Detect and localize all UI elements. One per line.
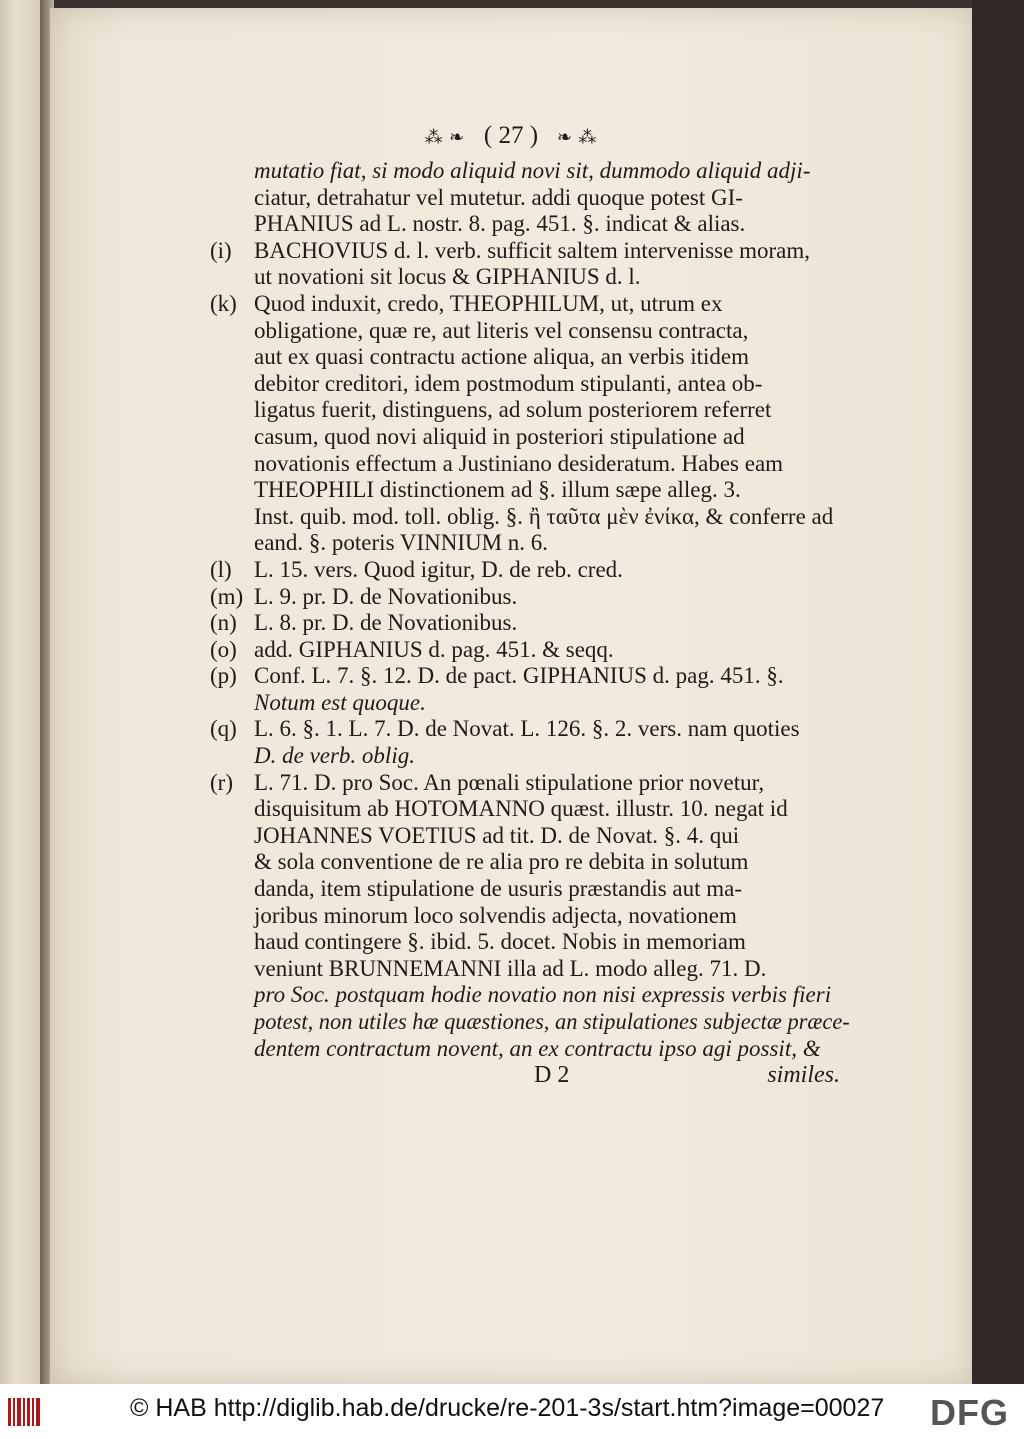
footnote-marker: (r) bbox=[210, 769, 233, 795]
text-line bbox=[210, 1036, 850, 1063]
text-line bbox=[210, 185, 850, 212]
line-text: debitor creditori, idem postmodum stipulanti, antea ob- bbox=[254, 370, 763, 396]
footnote-marker bbox=[210, 504, 254, 531]
line-text: casum, quod novi aliquid in posteriori stipulatione ad bbox=[254, 423, 745, 449]
facing-page-edge bbox=[0, 0, 40, 1384]
line-text: veniunt BRUNNEMANNI illa ad L. modo alleg. 71. D. bbox=[254, 955, 767, 981]
line-text: THEOPHILI distinctionem ad §. illum sæpe alleg. 3. bbox=[254, 477, 741, 503]
line-text: potest, non utiles hæ quæstiones, an stipulationes subjectæ præce- bbox=[254, 1009, 850, 1034]
text-line bbox=[210, 1009, 850, 1036]
footnote-marker bbox=[210, 796, 254, 823]
line-text: add. GIPHANIUS d. pag. 451. & seqq. bbox=[254, 636, 614, 662]
line-text: haud contingere §. ibid. 5. docet. Nobis in memoriam bbox=[254, 929, 746, 955]
viewer-footer bbox=[0, 1384, 1024, 1439]
text-line bbox=[210, 849, 850, 876]
footnote-marker bbox=[210, 185, 254, 212]
text-line bbox=[210, 424, 850, 451]
footnote-marker bbox=[210, 743, 254, 770]
library-barcode-icon bbox=[6, 1395, 42, 1429]
text-line bbox=[210, 716, 850, 743]
scan-background bbox=[972, 0, 1024, 1384]
footnote-marker bbox=[210, 424, 254, 451]
line-text: L. 6. §. 1. L. 7. D. de Novat. L. 126. §. 2. vers. nam quoties bbox=[254, 716, 800, 742]
line-text: aut ex quasi contractu actione aliqua, an verbis itidem bbox=[254, 344, 749, 370]
line-text: eand. §. poteris VINNIUM n. 6. bbox=[254, 530, 549, 556]
text-line bbox=[210, 557, 850, 584]
text-line bbox=[210, 876, 850, 903]
text-line bbox=[210, 770, 850, 797]
text-line bbox=[210, 690, 850, 717]
line-text: obligatione, quæ re, aut literis vel consensu contracta, bbox=[254, 317, 749, 343]
footnote-marker bbox=[210, 451, 254, 478]
footnote-marker: (p) bbox=[210, 663, 237, 689]
footnote-marker bbox=[210, 823, 254, 850]
text-line bbox=[210, 956, 850, 983]
header-ornament-right: ❧ ⁂ bbox=[556, 127, 598, 147]
line-text: PHANIUS ad L. nostr. 8. pag. 451. §. indicat & alias. bbox=[254, 211, 746, 237]
footnote-marker bbox=[210, 929, 254, 956]
text-line bbox=[210, 158, 850, 185]
footnote-marker bbox=[210, 530, 254, 557]
text-line bbox=[210, 796, 850, 823]
line-text: D. de verb. oblig. bbox=[254, 743, 415, 769]
text-line bbox=[210, 371, 850, 398]
footnote-marker: (q) bbox=[210, 716, 237, 742]
line-text: disquisitum ab HOTOMANNO quæst. illustr. 10. negat id bbox=[254, 796, 788, 822]
footnote-marker bbox=[210, 318, 254, 345]
text-line bbox=[210, 903, 850, 930]
copyright-url[interactable]: © HAB http://diglib.hab.de/drucke/re-201-3s/start.htm?image=00027 bbox=[130, 1394, 885, 1422]
footnote-marker bbox=[210, 371, 254, 398]
dfg-logo: DFG bbox=[930, 1392, 1009, 1433]
text-line bbox=[210, 344, 850, 371]
text-line bbox=[210, 530, 850, 557]
line-text: mutatio fiat, si modo aliquid novi sit, dummodo aliquid adji- bbox=[254, 158, 811, 183]
line-text: BACHOVIUS d. l. verb. sufficit saltem intervenisse moram, bbox=[254, 237, 810, 263]
footnote-marker: (n) bbox=[210, 610, 237, 636]
text-line bbox=[210, 610, 850, 637]
line-text: & sola conventione de re alia pro re debita in solutum bbox=[254, 849, 749, 875]
text-line bbox=[210, 982, 850, 1009]
line-text: L. 8. pr. D. de Novationibus. bbox=[254, 610, 518, 636]
line-text: L. 71. D. pro Soc. An pœnali stipulatione prior novetur, bbox=[254, 769, 765, 795]
text-line bbox=[210, 929, 850, 956]
text-line bbox=[210, 663, 850, 690]
text-line bbox=[210, 318, 850, 345]
catchword: similes. bbox=[767, 1062, 840, 1088]
line-text: Conf. L. 7. §. 12. D. de pact. GIPHANIUS d. pag. 451. §. bbox=[254, 663, 784, 689]
text-line bbox=[210, 584, 850, 611]
footnote-marker: (k) bbox=[210, 290, 237, 316]
line-text: novationis effectum a Justiniano desideratum. Habes eam bbox=[254, 450, 784, 476]
footnote-marker: (o) bbox=[210, 636, 237, 662]
line-text: pro Soc. postquam hodie novatio non nisi expressis verbis fieri bbox=[254, 982, 832, 1008]
text-line bbox=[210, 823, 850, 850]
footnote-marker bbox=[210, 344, 254, 371]
footnote-marker bbox=[210, 1009, 254, 1036]
text-line bbox=[210, 504, 850, 531]
footnote-marker bbox=[210, 1036, 254, 1063]
line-text: L. 15. vers. Quod igitur, D. de reb. cred. bbox=[254, 556, 623, 582]
line-text: danda, item stipulatione de usuris præstandis aut ma- bbox=[254, 876, 743, 902]
footnote-marker bbox=[210, 211, 254, 238]
footnote-body bbox=[210, 158, 850, 1062]
footnote-marker bbox=[210, 876, 254, 903]
line-text: JOHANNES VOETIUS ad tit. D. de Novat. §. 4. qui bbox=[254, 822, 740, 848]
footnote-marker bbox=[210, 477, 254, 504]
line-text: ut novationi sit locus & GIPHANIUS d. l. bbox=[254, 264, 641, 290]
line-text: Inst. quib. mod. toll. oblig. §. ἢ ταῦτα μὲν ἐνίκα, & conferre ad bbox=[254, 503, 834, 529]
text-line bbox=[210, 397, 850, 424]
line-text: ligatus fuerit, distinguens, ad solum posteriorem referret bbox=[254, 397, 772, 423]
text-line bbox=[210, 291, 850, 318]
text-line bbox=[210, 211, 850, 238]
line-text: dentem contractum novent, an ex contractu ipso agi possit, & bbox=[254, 1035, 821, 1061]
footnote-marker bbox=[210, 849, 254, 876]
footnote-marker bbox=[210, 903, 254, 930]
line-text: Notum est quoque. bbox=[254, 689, 426, 715]
book-page bbox=[50, 8, 972, 1384]
footnote-marker bbox=[210, 264, 254, 291]
footnote-marker: (l) bbox=[210, 556, 232, 582]
line-text: Quod induxit, credo, THEOPHILUM, ut, utrum ex bbox=[254, 290, 723, 316]
text-line bbox=[210, 264, 850, 291]
page-number: ( 27 ) bbox=[483, 122, 539, 149]
text-line bbox=[210, 637, 850, 664]
footnote-marker bbox=[210, 690, 254, 717]
text-line bbox=[210, 238, 850, 265]
footnote-marker: (i) bbox=[210, 237, 232, 263]
footnote-marker bbox=[210, 982, 254, 1009]
page-foot bbox=[250, 1062, 840, 1090]
line-text: joribus minorum loco solvendis adjecta, novationem bbox=[254, 902, 737, 928]
text-line bbox=[210, 743, 850, 770]
line-text: L. 9. pr. D. de Novationibus. bbox=[254, 583, 518, 609]
footnote-marker: (m) bbox=[210, 583, 244, 609]
text-line bbox=[210, 477, 850, 504]
line-text: ciatur, detrahatur vel mutetur. addi quoque potest GI- bbox=[254, 184, 743, 210]
signature-mark: D 2 bbox=[534, 1062, 570, 1088]
page-header bbox=[50, 122, 972, 150]
footnote-marker bbox=[210, 397, 254, 424]
footnote-marker bbox=[210, 956, 254, 983]
footnote-marker bbox=[210, 158, 254, 185]
header-ornament-left: ⁂ ❧ bbox=[424, 127, 466, 147]
text-line bbox=[210, 451, 850, 478]
